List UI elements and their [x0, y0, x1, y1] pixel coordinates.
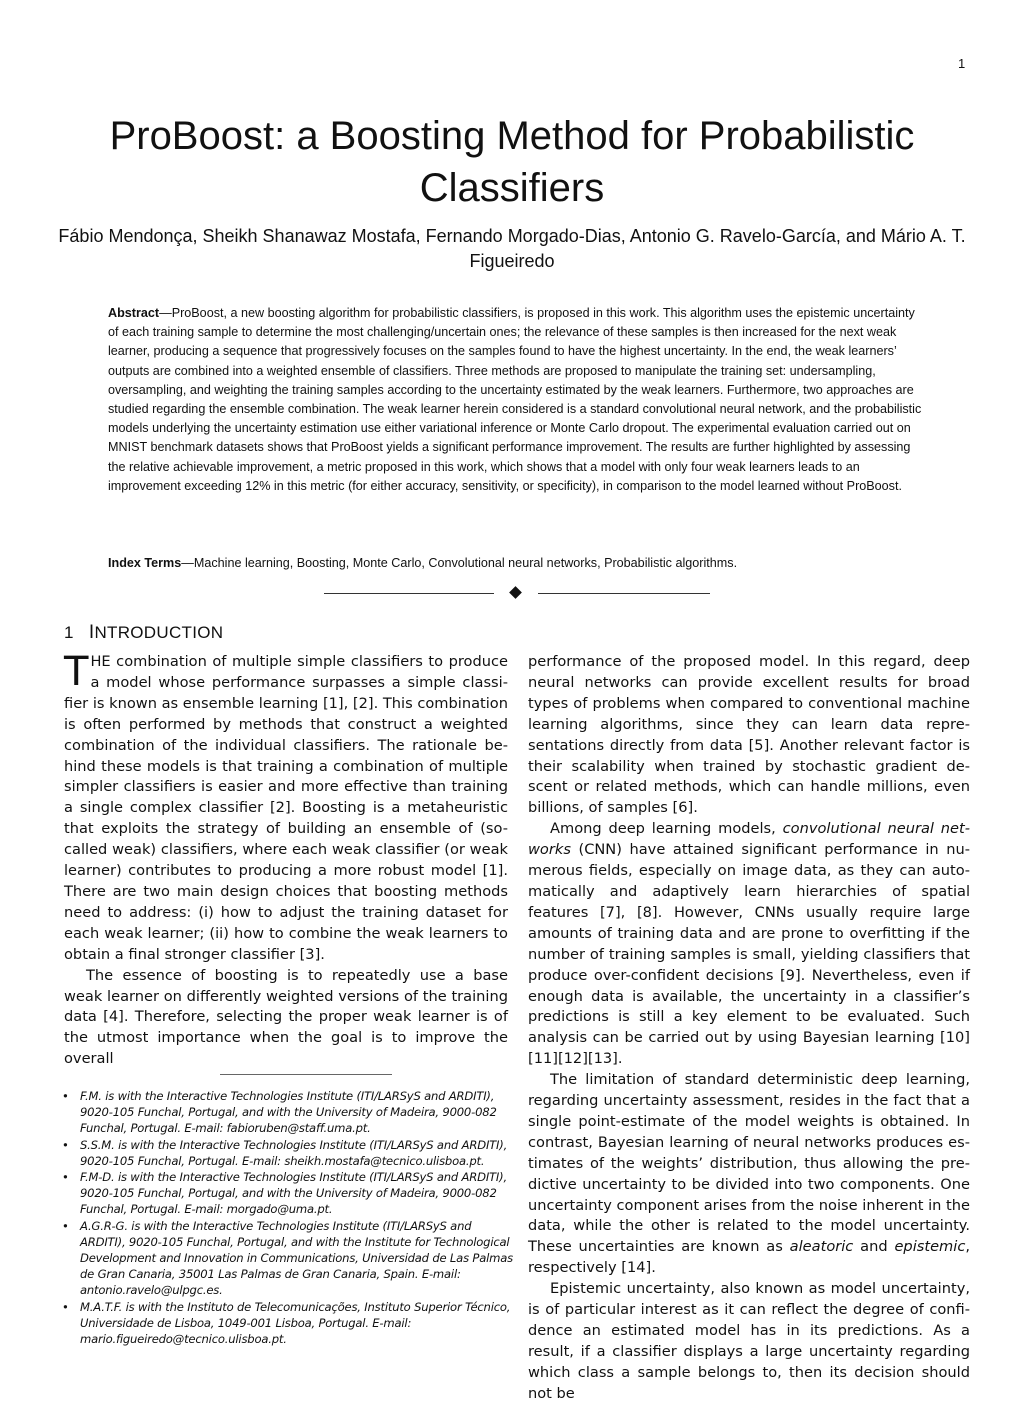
- abstract-dash: —: [159, 306, 172, 320]
- paper-title: ProBoost: a Boosting Method for Probabilistic Classifiers: [109, 114, 915, 210]
- paragraph-text: Among deep learning models,: [550, 820, 783, 838]
- index-terms-dash: —: [181, 556, 194, 570]
- paragraph-text: The limitation of standard deterministic deep learning, regarding uncertainty assessment, resides in the fact that a single point-estimate of the model weights is obtained. In contrast, Bayesian learning of neural networks produces estimates of the weights’ distribution, thus allowing the predictive uncertainty to be divided into two components. One uncertainty component arises from the noise inherent in the data, while the other is related to the model uncertainty. These uncertainties are known as: [528, 1071, 970, 1256]
- index-terms-label: Index Terms: [108, 556, 182, 570]
- abstract-label: Abstract: [108, 306, 160, 320]
- intro-paragraph-1-text: combination of multiple simple classifiers to produce a model whose performance surpasses a simple classifier is known as ensemble learning [1], [2]. This combination is often performed by methods that construct a weighted combination of the individual classifiers. The rationale behind these models is that training a combination of multiple simpler classifiers is easier and more effective than training a single complex classifier [2]. Boosting is a metaheuristic that exploits the strategy of building an ensemble of (so-called weak) classifiers, where each weak classifier (or weak learner) contributes to producing a more robust model [1]. There are two main design choices that boosting methods need to address: (i) how to adjust the training dataset for each weak learner; (ii) how to combine the weak learners to obtain a final stronger classifier [3].: [64, 653, 508, 963]
- first-word-small-caps: HE: [90, 653, 111, 670]
- footnote-rule: [220, 1074, 392, 1075]
- bullet-icon: •: [62, 1218, 69, 1233]
- term-cnn: convolutional neural networks: [528, 820, 970, 859]
- separator-line-left: [324, 593, 494, 594]
- bullet-icon: •: [62, 1137, 69, 1152]
- bullet-icon: •: [62, 1089, 69, 1103]
- footnote-text: F.M-D. is with the Interactive Technologies Institute (ITI/LARSyS and ARDITI), 9020-105 Funchal, Portugal, and with the University of Madeira, 9000-082 Funchal, Portugal. E-mail: morgado@uma.pt.: [80, 1170, 507, 1217]
- bullet-icon: •: [62, 1170, 69, 1185]
- section-title-cap: I: [88, 622, 95, 643]
- paragraph-text: (CNN) have attained significant performance in numerous fields, especially on image data, as they can automatically and adaptively learn hierarchies of spatial features [7], [8]. However, CNNs usually require large amounts of training data and are prone to overfitting if the number of training samples is small, yielding classifiers that produce over-confident decisions [9]. Nevertheless, even if enough data is available, the uncertainty in a classifier’s predictions is still a key element to be evaluated. Such analysis can be carried out by using Bayesian learning [10][11][12][13].: [528, 841, 970, 1068]
- term-epistemic: epistemic: [894, 1238, 966, 1256]
- footnote-item: [62, 1088, 514, 1137]
- separator-diamond-icon: [509, 586, 522, 599]
- section-title-rest: NTRODUCTION: [94, 623, 224, 642]
- separator-line-right: [538, 593, 710, 594]
- footnote-text: S.S.M. is with the Interactive Technologies Institute (ITI/LARSyS and ARDITI), 9020-105 Funchal, Portugal. E-mail: sheikh.mostafa@tecnico.ulisboa.pt.: [80, 1137, 508, 1168]
- abstract: [108, 304, 926, 496]
- abstract-text: ProBoost, a new boosting algorithm for probabilistic classifiers, is proposed in this work. This algorithm uses the epistemic uncertainty of each training sample to determine the most challenging/uncertain ones; the relevance of these samples is then increased for the next weak learner, producing a sequence that progressively focuses on the samples found to have the highest uncertainty. In the end, the weak learners’ outputs are combined into a weighted ensemble of classifiers. Three methods are proposed to manipulate the training set: undersampling, oversampling, and weighting the training samples according to the uncertainty estimated by the weak learners. Furthermore, two approaches are studied regarding the ensemble combination. The weak learner herein considered is a standard convolutional neural network, and the probabilistic models underlying the uncertainty estimation use either variational inference or Monte Carlo dropout. The experimental evaluation carried out on MNIST benchmark datasets shows that ProBoost yields a significant performance improvement. The results are further highlighted by assessing the relative achievable improvement, a metric proposed in this work, which shows that a model with only four weak learners leads to an improvement exceeding 12% in this metric (for either accuracy, sensitivity, or specificity), in comparison to the model learned without ProBoost.: [108, 306, 922, 493]
- drop-cap: T: [64, 649, 89, 695]
- footnote-text: M.A.T.F. is with the Instituto de Telecomunicações, Instituto Superior Técnico, Universidade de Lisboa, 1049-001 Lisboa, Portugal. E-mail: mario.figueiredo@tecnico.ulisboa.pt.: [80, 1299, 511, 1347]
- term-aleatoric: aleatoric: [789, 1238, 854, 1256]
- footnote-item: [62, 1299, 514, 1348]
- footnote-text: A.G.R-G. is with the Interactive Technologies Institute (ITI/LARSyS and ARDITI), 9020-105 Funchal, Portugal, and with the Institute for Technological Development and Innovation in Communications, Universidad de Las Palmas de Gran Canaria, 35001 Las Palmas de Gran Canaria, Spain. E-mail: antonio.ravelo@ulpgc.es.: [80, 1218, 513, 1298]
- intro-paragraph-4: [528, 819, 970, 1070]
- index-terms: [108, 554, 926, 573]
- paragraph-text: , respectively [14].: [528, 1238, 970, 1277]
- index-terms-text: Machine learning, Boosting, Monte Carlo, Convolutional neural networks, Probabilistic algorithms.: [193, 556, 738, 570]
- intro-paragraph-6: Epistemic uncertainty, also known as model uncertainty, is of particular interest as it can reflect the degree of confidence an estimated model has in its predictions. As a result, if a classifier displays a large uncertainty regarding which class a sample belongs to, then its decision should not be: [528, 1280, 970, 1402]
- intro-paragraph-3: performance of the proposed model. In this regard, deep neural networks can provide excellent results for broad types of problems when compared to conventional machine learning algorithms, since they can learn data representations directly from data [5]. Another relevant factor is their scalability when trained by stochastic gradient descent or related methods, which can handle millions, even billions, of samples [6].: [528, 653, 970, 817]
- footnote-item: [62, 1169, 514, 1218]
- right-column: [528, 652, 970, 1405]
- footnote-item: [62, 1137, 514, 1169]
- footnote-text: F.M. is with the Interactive Technologies Institute (ITI/LARSyS and ARDITI), 9020-105 Funchal, Portugal, and with the University of Madeira, 9000-082 Funchal, Portugal. E-mail: fabioruben@staff.uma.pt.: [80, 1089, 497, 1136]
- footnote-item: [62, 1218, 514, 1299]
- intro-paragraph-1: [64, 649, 508, 966]
- section-heading-introduction: [64, 622, 223, 644]
- author-list: Fábio Mendonça, Sheikh Shanawaz Mostafa, Fernando Morgado-Dias, Antonio G. Ravelo-García, and Mário A. T. Figueiredo: [58, 226, 966, 271]
- intro-paragraph-2: The essence of boosting is to repeatedly use a base weak learner on differently weighted versions of the training data [4]. Therefore, selecting the proper weak learner is of the utmost importance when the goal is to improve the overall: [64, 966, 508, 1068]
- section-number: 1: [64, 623, 74, 642]
- intro-paragraph-5: [528, 1070, 970, 1279]
- bullet-icon: •: [62, 1299, 69, 1314]
- page-number: 1: [958, 56, 966, 71]
- author-affiliation-footnotes: [62, 1088, 514, 1347]
- left-column: [64, 649, 508, 1070]
- paragraph-text: and: [853, 1238, 895, 1256]
